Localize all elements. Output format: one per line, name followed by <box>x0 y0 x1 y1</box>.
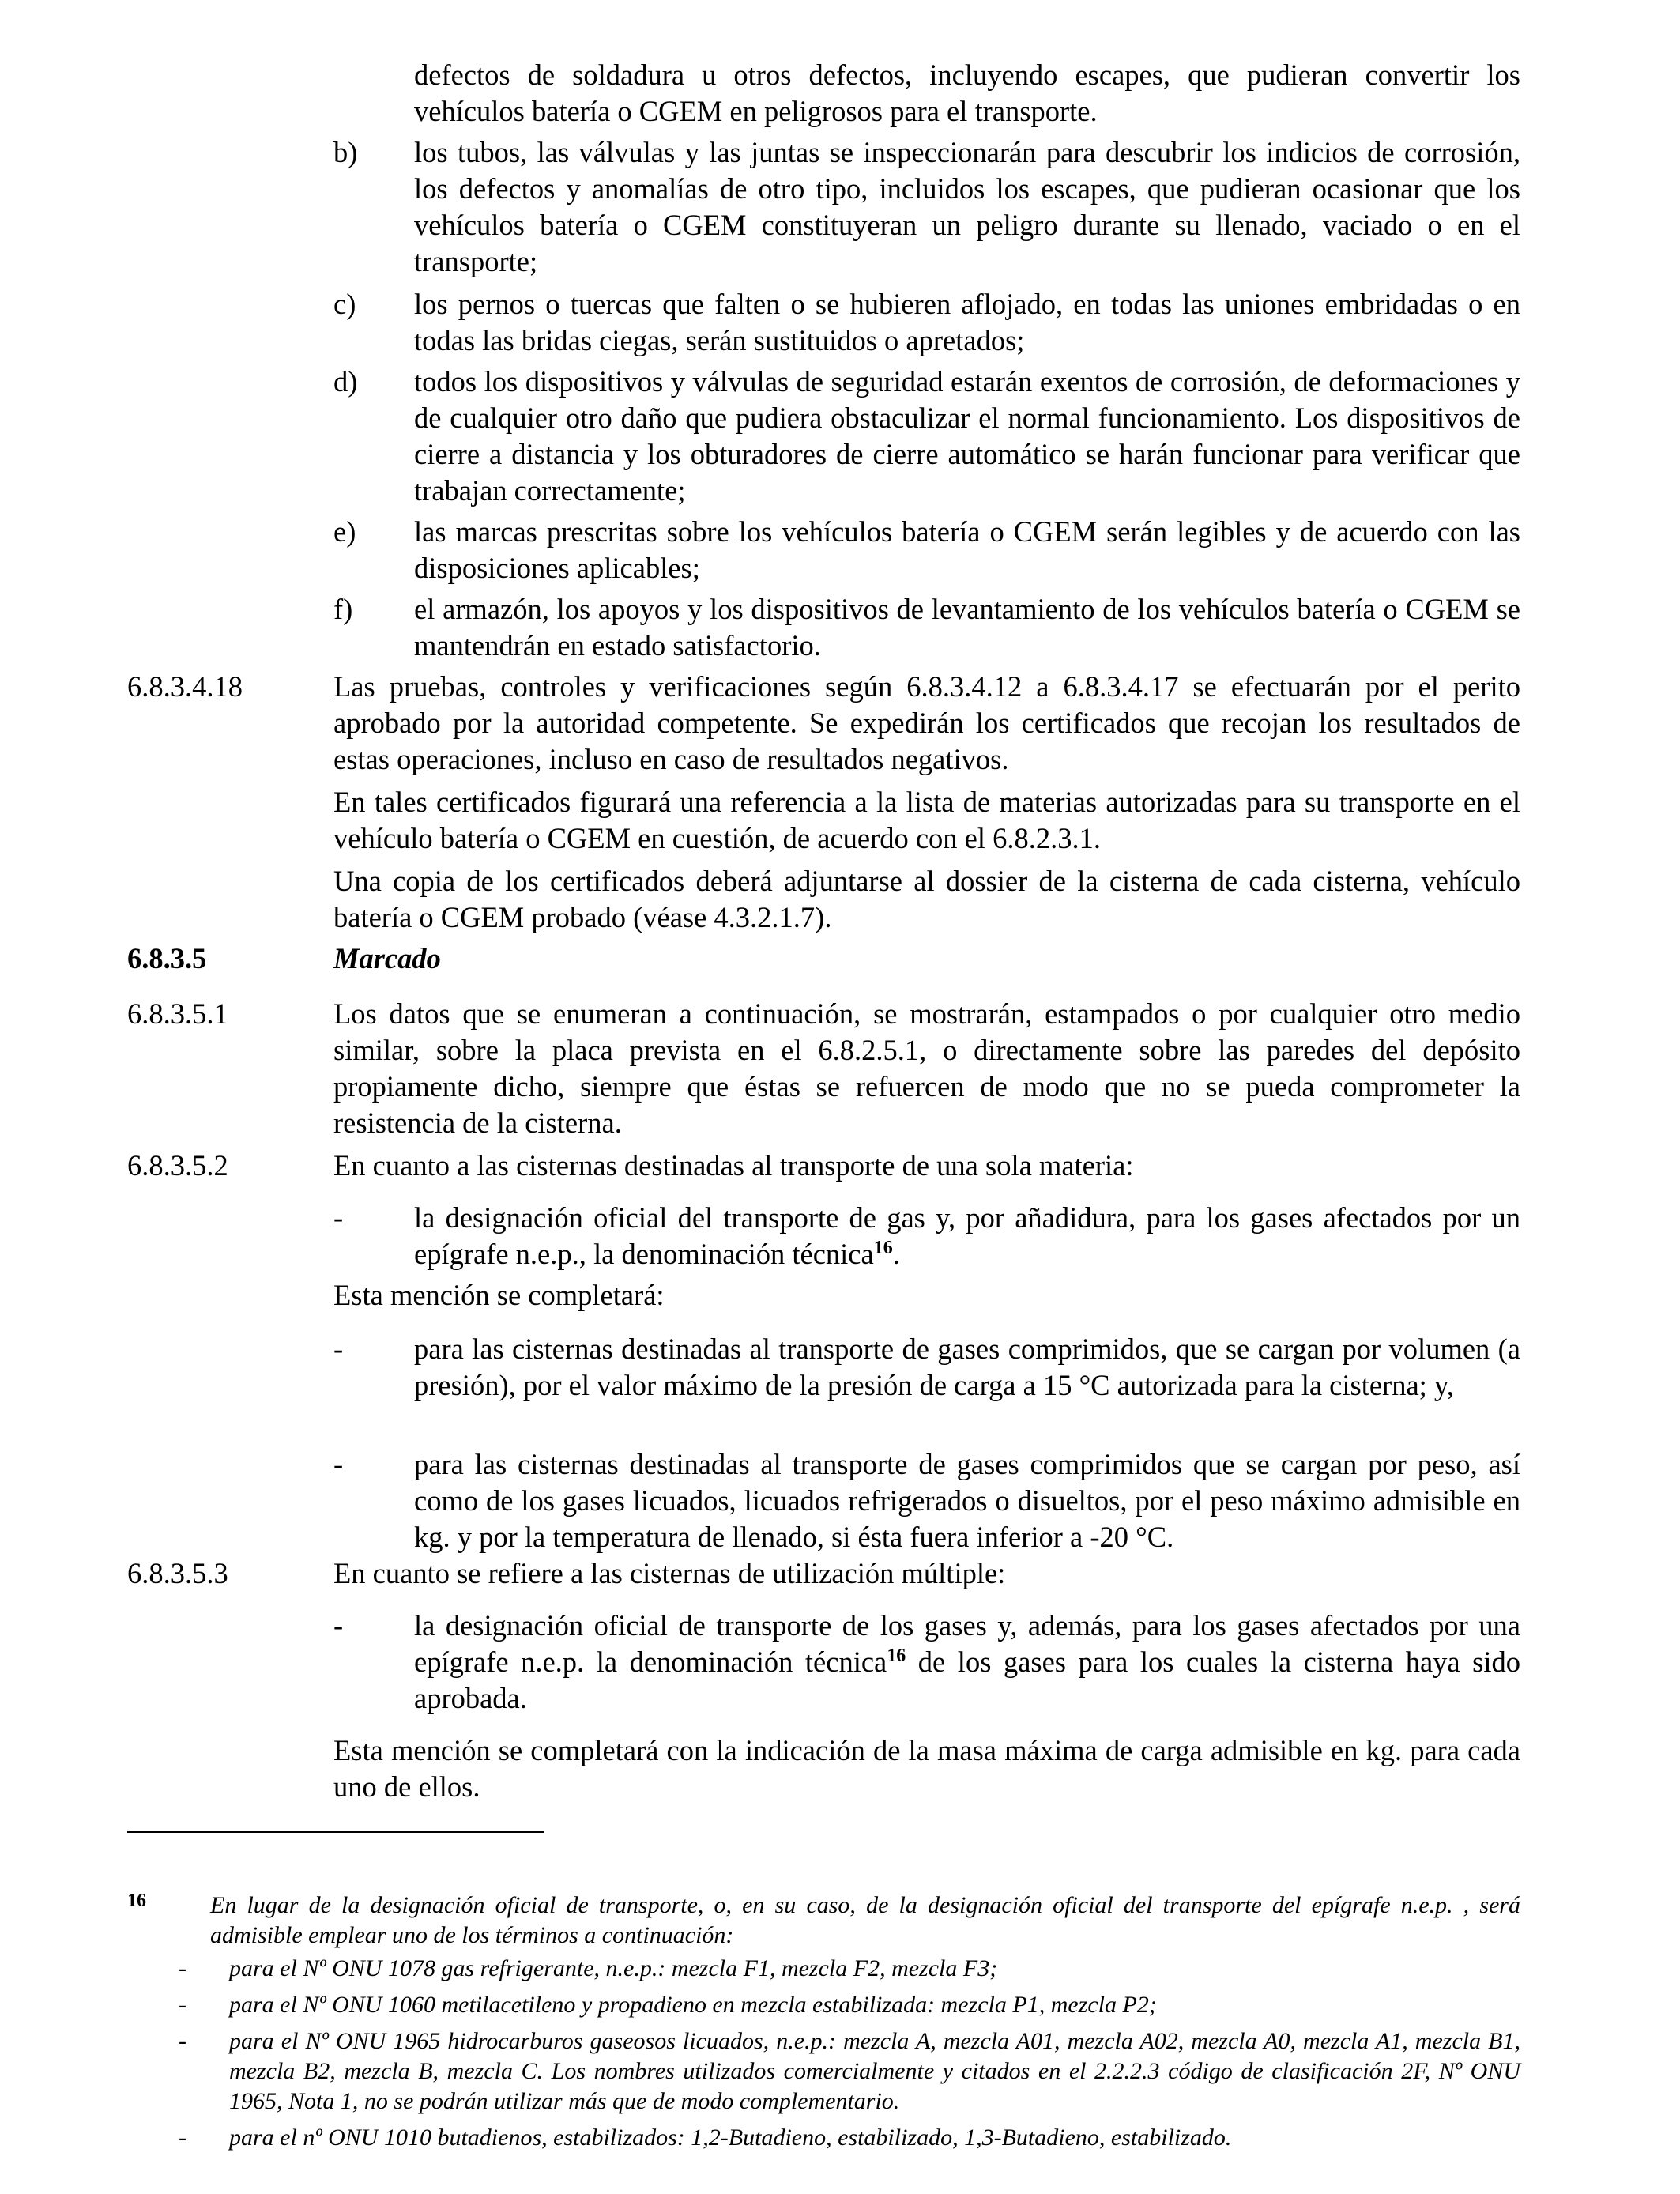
paragraph-text: En cuanto se refiere a las cisternas de utilización múltiple: <box>333 1557 1006 1589</box>
bullet-text <box>414 1200 1520 1272</box>
section-6.8.3.5.3-end <box>333 1732 1520 1805</box>
item-f <box>414 591 1520 664</box>
item-f-text: el armazón, los apoyos y los dispositivos de levantamiento de los vehículos batería o CGEM se mantendrán en estado satisfactorio. <box>414 593 1520 662</box>
section-6.8.3.4.18-para2 <box>333 784 1520 857</box>
section-number-6.8.3.5: 6.8.3.5 <box>127 942 207 974</box>
section-6.8.3.5.3-intro <box>333 1555 1520 1592</box>
paragraph-text: Los datos que se enumeran a continuación, se mostrarán, estampados o por cualquier otro medio similar, sobre la placa prevista en el 6.8.2.5.1, o directamente sobre las paredes del depósito propiamente dicho, siempre que éstas se refuercen de modo que no se pueda comprometer la resistencia de la cisterna. <box>333 997 1520 1139</box>
section-6.8.3.4.18-para3 <box>333 863 1520 936</box>
section-6.8.3.5.2-intro <box>333 1148 1520 1184</box>
bullet-dash: - <box>333 1201 344 1234</box>
item-label-c: c) <box>333 288 356 320</box>
section-6.8.3.5.1-text <box>333 996 1520 1141</box>
footnote-item-text: para el Nº ONU 1965 hidrocarburos gaseosos licuados, n.e.p.: mezcla A, mezcla A01, mezcla A02, mezcla A0, mezcla A1, mezcla B1, mezcla B2, mezcla B, mezcla C. Los nombres utilizados comercialmente y citados en el 2.2.2.3 código de clasificación 2F, Nº ONU 1965, Nota 1, no se podrán utilizar más que de modo complementario. <box>229 2028 1520 2114</box>
footnote-dash: - <box>179 2124 186 2151</box>
bullet-dash: - <box>333 1448 344 1480</box>
footnote-dash: - <box>179 1955 186 1981</box>
footnote-dash: - <box>179 2028 186 2054</box>
paragraph-text: Esta mención se completará con la indicación de la masa máxima de carga admisible en kg. para cada uno de ellos. <box>333 1734 1520 1803</box>
paragraph-text: defectos de soldadura u otros defectos, incluyendo escapes, que pudieran convertir los vehículos batería o CGEM en peligrosos para el transporte. <box>414 58 1520 127</box>
footnote-ref-16: 16 <box>887 1645 906 1666</box>
item-e-text: las marcas prescritas sobre los vehículos batería o CGEM serán legibles y de acuerdo con las disposiciones aplicables; <box>414 515 1520 584</box>
footnote-item-text: para el nº ONU 1010 butadienos, estabilizados: 1,2-Butadieno, estabilizado, 1,3-Butadieno, estabilizado. <box>229 2124 1232 2151</box>
bullet-multi-use-designation <box>414 1608 1520 1717</box>
bullet-text-end: de los gases para los cuales la cisterna haya sido aprobada. <box>414 1646 1520 1714</box>
item-d <box>414 364 1520 509</box>
bullet-compressed-by-volume <box>414 1331 1520 1404</box>
paragraph-text: En tales certificados figurará una referencia a la lista de materias autorizadas para su transporte en el vehículo batería o CGEM en cuestión, de acuerdo con el 6.8.2.3.1. <box>333 786 1520 854</box>
footnote-item-text: para el Nº ONU 1078 gas refrigerante, n.e.p.: mezcla F1, mezcla F2, mezcla F3; <box>229 1955 998 1981</box>
item-b-text: los tubos, las válvulas y las juntas se inspeccionarán para descubrir los indicios de corrosión, los defectos y anomalías de otro tipo, incluidos los escapes, que pudieran ocasionar que los vehículos batería o CGEM constituyeran un peligro durante su llenado, vaciado o en el transporte; <box>414 136 1520 277</box>
footnote-text: En lugar de la designación oficial de transporte, o, en su caso, de la designación oficial del transporte del epígrafe n.e.p. , será admisible emplear uno de los términos a continuación: <box>210 1892 1520 1948</box>
footnote-item <box>229 2026 1520 2117</box>
footnote-item-text: para el Nº ONU 1060 metilacetileno y propadieno en mezcla estabilizada: mezcla P1, mezcla P2; <box>229 1992 1157 2018</box>
continued-paragraph <box>414 57 1520 130</box>
footnote-number: 16 <box>127 1891 146 1911</box>
bullet-text-main: la designación oficial del transporte de gas y, por añadidura, para los gases afectados por un epígrafe n.e.p., la denominación técnica <box>414 1201 1520 1270</box>
bullet-text <box>414 1608 1520 1717</box>
paragraph-text: Las pruebas, controles y verificaciones según 6.8.3.4.12 a 6.8.3.4.17 se efectuarán por el perito aprobado por la autoridad competente. Se expedirán los certificados que recojan los resultados de estas operaciones, incluso en caso de resultados negativos. <box>333 670 1520 775</box>
bullet-text-main: la designación oficial de transporte de los gases y, además, para los gases afectados por una epígrafe n.e.p. la denominación técnica <box>414 1609 1520 1678</box>
section-number-6.8.3.5.1: 6.8.3.5.1 <box>127 997 228 1030</box>
item-label-b: b) <box>333 136 358 168</box>
item-c-text: los pernos o tuercas que falten o se hubieren aflojado, en todas las uniones embridadas o en todas las bridas ciegas, serán sustituidos o apretados; <box>414 288 1520 356</box>
paragraph-text: Una copia de los certificados deberá adjuntarse al dossier de la cisterna de cada cisterna, vehículo batería o CGEM probado (véase 4.3.2.1.7). <box>333 865 1520 933</box>
bullet-text: para las cisternas destinadas al transporte de gases comprimidos, que se cargan por volumen (a presión), por el valor máximo de la presión de carga a 15 °C autorizada para la cisterna; y, <box>414 1333 1520 1401</box>
section-6.8.3.4.18-para1 <box>333 669 1520 778</box>
section-number-6.8.3.4.18: 6.8.3.4.18 <box>127 670 243 703</box>
bullet-official-designation <box>414 1200 1520 1272</box>
item-c <box>414 286 1520 359</box>
bullet-dash: - <box>333 1609 344 1642</box>
bullet-dash: - <box>333 1333 344 1365</box>
item-label-d: d) <box>333 365 358 398</box>
bullet-text: para las cisternas destinadas al transporte de gases comprimidos que se cargan por peso, así como de los gases licuados, licuados refrigerados o disueltos, por el peso máximo admisible en kg. y por la temperatura de llenado, si ésta fuera inferior a -20 °C. <box>414 1448 1520 1553</box>
paragraph-text: Esta mención se completará: <box>333 1279 665 1311</box>
item-d-text: todos los dispositivos y válvulas de seguridad estarán exentos de corrosión, de deformaciones y de cualquier otro daño que pudiera obstaculizar el normal funcionamiento. Los dispositivos de cierre a distancia y los obturadores de cierre automático se harán funcionar para verificar que trabajan correctamente; <box>414 365 1520 507</box>
item-label-f: f) <box>333 593 353 625</box>
footnote-separator <box>127 1831 544 1833</box>
section-number-6.8.3.5.3: 6.8.3.5.3 <box>127 1557 228 1589</box>
section-title-marcado: Marcado <box>333 942 441 974</box>
section-6.8.3.5.2-mid <box>333 1277 1520 1314</box>
footnote-item <box>229 1990 1520 2020</box>
footnote-ref-16: 16 <box>873 1237 893 1258</box>
footnote-dash: - <box>179 1992 186 2018</box>
footnote-item <box>229 2123 1520 2153</box>
paragraph-text: En cuanto a las cisternas destinadas al transporte de una sola materia: <box>333 1149 1134 1182</box>
footnote-intro <box>210 1891 1520 1951</box>
item-e <box>414 514 1520 586</box>
bullet-text-end: . <box>892 1238 900 1270</box>
item-label-e: e) <box>333 515 356 548</box>
item-b <box>414 134 1520 280</box>
footnote-item <box>229 1954 1520 1984</box>
section-number-6.8.3.5.2: 6.8.3.5.2 <box>127 1149 228 1182</box>
bullet-compressed-by-weight <box>414 1446 1520 1555</box>
